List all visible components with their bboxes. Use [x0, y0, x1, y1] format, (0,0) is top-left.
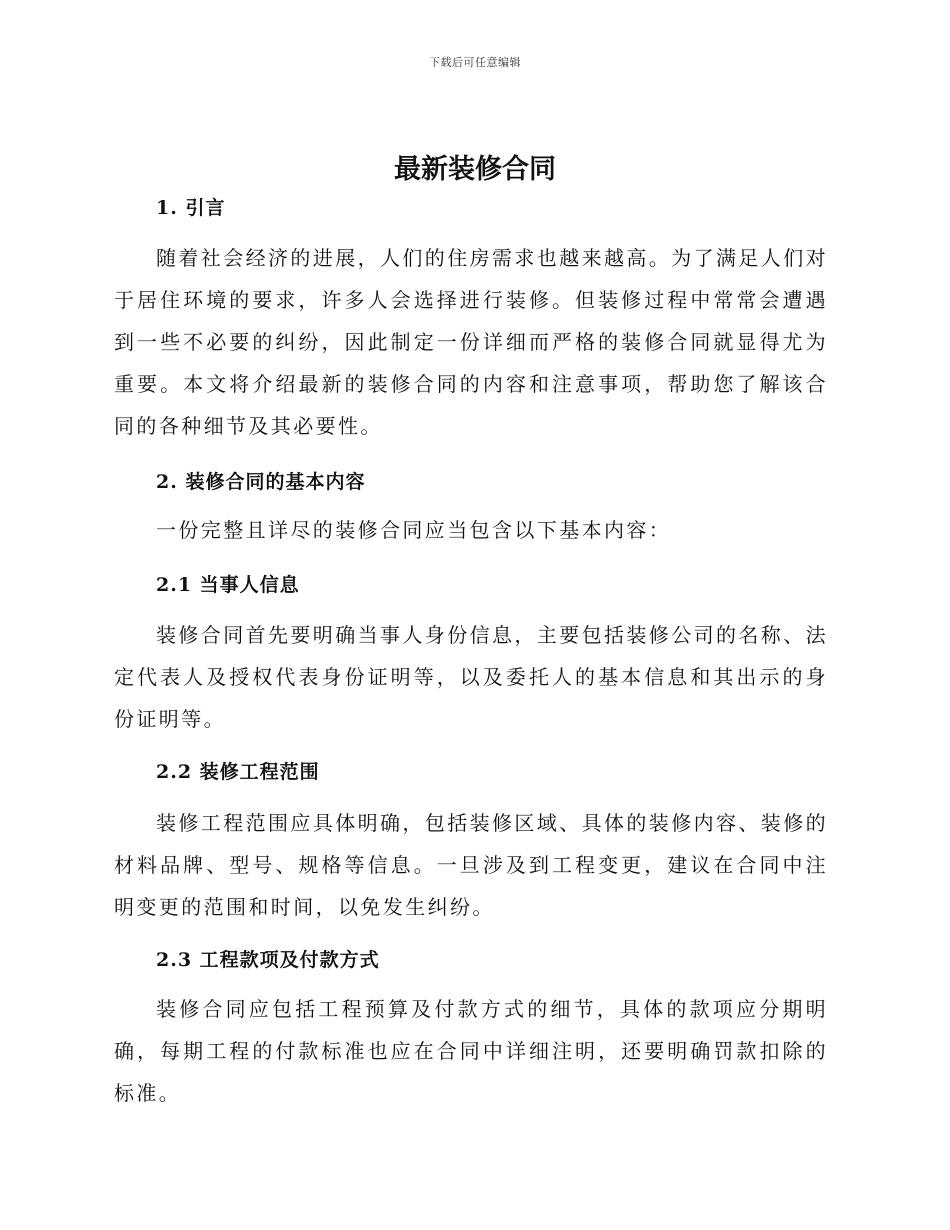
section-heading-payment: 2.3 工程款项及付款方式 — [156, 949, 380, 971]
section-heading-introduction: 1. 引言 — [156, 197, 226, 219]
header-note: 下载后可任意编辑 — [429, 56, 521, 69]
section-paragraph-party-info: 装修合同首先要明确当事人身份信息，主要包括装修公司的名称、法定代表人及授权代表身份证明等，以及委托人的基本信息和其出示的身份证明等。 — [114, 623, 828, 731]
section-paragraph-basic-content: 一份完整且详尽的装修合同应当包含以下基本内容： — [156, 518, 672, 542]
section-paragraph-introduction: 随着社会经济的进展，人们的住房需求也越来越高。为了满足人们对于居住环境的要求，许多人会选择进行装修。但装修过程中常常会遭遇到一些不必要的纠纷，因此制定一份详细而严格的装修合同就显得尤为重要。本文将介绍最新的装修合同的内容和注意事项，帮助您了解该合同的各种细节及其必要性。 — [114, 246, 828, 438]
section-paragraph-payment: 装修合同应包括工程预算及付款方式的细节，具体的款项应分期明确，每期工程的付款标准也应在合同中详细注明，还要明确罚款扣除的标准。 — [114, 997, 828, 1105]
section-heading-project-scope: 2.2 装修工程范围 — [156, 761, 320, 783]
section-paragraph-project-scope: 装修工程范围应具体明确，包括装修区域、具体的装修内容、装修的材料品牌、型号、规格等信息。一旦涉及到工程变更，建议在合同中注明变更的范围和时间，以免发生纠纷。 — [114, 811, 828, 919]
section-heading-party-info: 2.1 当事人信息 — [156, 574, 300, 596]
document-title: 最新装修合同 — [394, 154, 556, 185]
section-heading-basic-content: 2. 装修合同的基本内容 — [156, 471, 366, 493]
